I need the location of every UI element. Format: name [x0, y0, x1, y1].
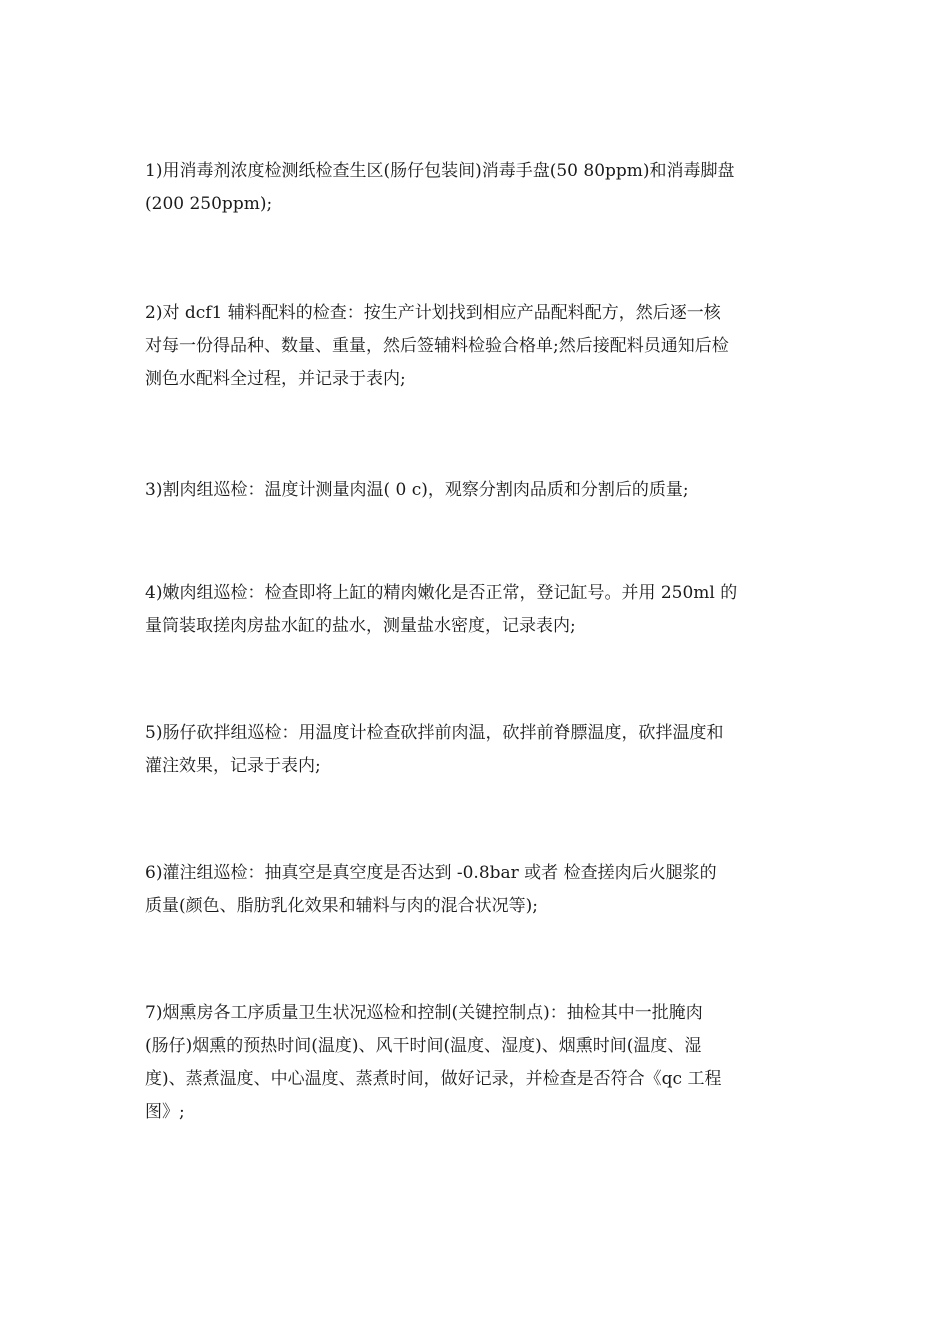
paragraph-line: 7)烟熏房各工序质量卫生状况巡检和控制(关键控制点)：抽检其中一批腌肉: [145, 1003, 703, 1023]
paragraph-item-7: [145, 997, 815, 1129]
paragraph-line: 3)割肉组巡检：温度计测量肉温( 0 c)，观察分割肉品质和分割后的质量;: [145, 480, 689, 500]
paragraph-line: 测色水配料全过程，并记录于表内;: [145, 369, 406, 389]
paragraph-line: 1)用消毒剂浓度检测纸检查生区(肠仔包装间)消毒手盘(50 80ppm)和消毒脚盘: [145, 161, 735, 181]
paragraph-line: (肠仔)烟熏的预热时间(温度)、风干时间(温度、湿度)、烟熏时间(温度、湿: [145, 1036, 702, 1056]
paragraph-line: 量筒装取搓肉房盐水缸的盐水，测量盐水密度，记录表内;: [145, 616, 576, 636]
paragraph-item-5: [145, 717, 815, 783]
paragraph-line: 2)对 dcf1 辅料配料的检查：按生产计划找到相应产品配料配方，然后逐一核: [145, 303, 721, 323]
paragraph-line: 质量(颜色、脂肪乳化效果和辅料与肉的混合状况等);: [145, 896, 538, 916]
paragraph-line: (200 250ppm);: [145, 194, 273, 214]
paragraph-item-3: [145, 474, 815, 507]
paragraph-line: 4)嫩肉组巡检：检查即将上缸的精肉嫩化是否正常，登记缸号。并用 250ml 的: [145, 583, 738, 603]
paragraph-item-2: [145, 297, 815, 396]
paragraph-line: 灌注效果，记录于表内;: [145, 756, 321, 776]
paragraph-line: 图》;: [145, 1102, 185, 1122]
paragraph-item-1: [145, 155, 815, 221]
paragraph-item-4: [145, 577, 815, 643]
paragraph-item-6: [145, 857, 815, 923]
paragraph-line: 对每一份得品种、数量、重量，然后签辅料检验合格单;然后接配料员通知后检: [145, 336, 729, 356]
paragraph-line: 度)、蒸煮温度、中心温度、蒸煮时间，做好记录，并检查是否符合《qc 工程: [145, 1069, 722, 1089]
paragraph-line: 5)肠仔砍拌组巡检：用温度计检查砍拌前肉温，砍拌前脊膘温度，砍拌温度和: [145, 723, 724, 743]
paragraph-line: 6)灌注组巡检：抽真空是真空度是否达到 -0.8bar 或者 检查搓肉后火腿浆的: [145, 863, 717, 883]
